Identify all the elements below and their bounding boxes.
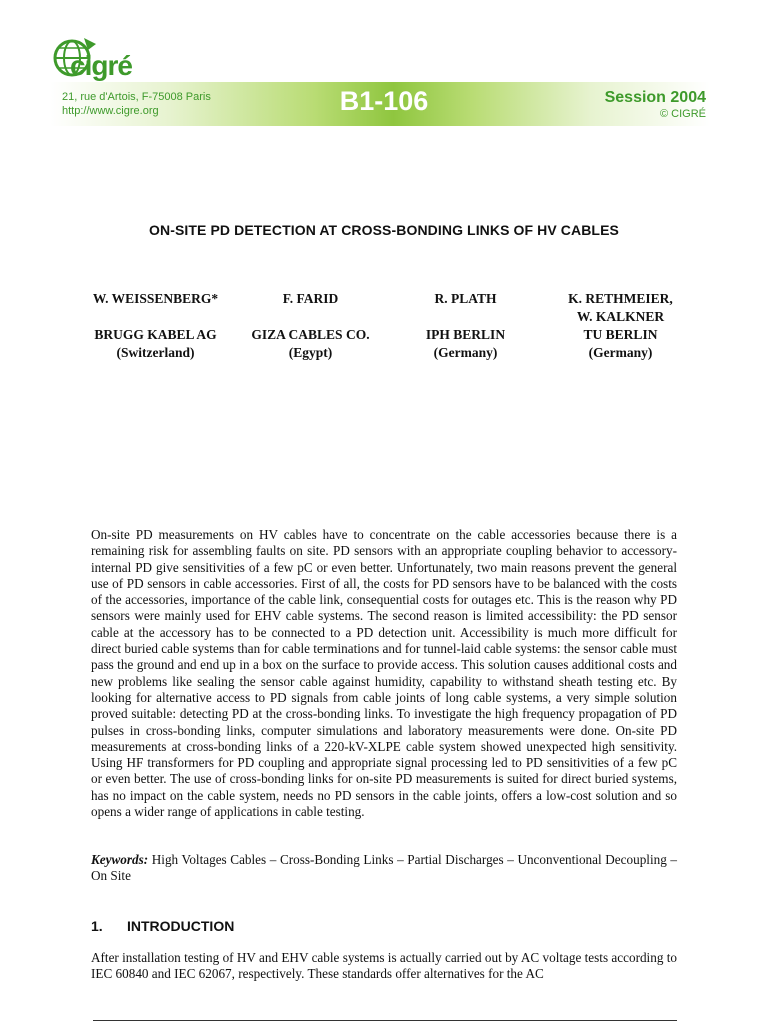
author-name [543, 290, 698, 326]
author-block [543, 290, 698, 362]
author-organization: GIZA CABLES CO. [251, 327, 370, 342]
session-label: Session 2004 [604, 89, 706, 106]
introduction-paragraph: After installation testing of HV and EHV cable systems is actually carried out by AC voltage tests according to IEC 60840 and IEC 62067, respectively. These standards offer alternatives for the AC [91, 950, 677, 982]
author-name-line: K. RETHMEIER, [568, 291, 673, 306]
author-block [233, 290, 388, 362]
author-name [78, 290, 233, 326]
keywords-text: High Voltages Cables – Cross-Bonding Links – Partial Discharges – Unconventional Decoupling – On Site [91, 852, 677, 884]
author-name [388, 290, 543, 326]
session-block [605, 88, 706, 121]
paper-code: B1-106 [339, 86, 429, 116]
author-name [233, 290, 388, 326]
author-organization: IPH BERLIN [425, 327, 506, 342]
authors-row [78, 290, 698, 362]
section-number: 1. [91, 918, 103, 934]
author-block [78, 290, 233, 362]
section-title: INTRODUCTION [127, 918, 235, 934]
author-country: (Egypt) [288, 345, 333, 360]
author-country: (Germany) [433, 345, 498, 360]
website-link[interactable]: http://www.cigre.org [62, 105, 159, 117]
author-organization: TU BERLIN [583, 327, 658, 342]
section-heading [91, 918, 234, 934]
author-country: (Germany) [588, 345, 653, 360]
keywords-label: Keywords: [91, 852, 149, 867]
keywords-paragraph [91, 852, 677, 885]
footer-divider [93, 1020, 677, 1021]
abstract-paragraph: On-site PD measurements on HV cables have to concentrate on the cable accessories because there is a remaining risk for assembling faults on site. PD sensors with an appropriate coupling behavior to accessory-internal PD give sensitivities of a few pC or even better. Unfortunately, two main reasons prevent the general use of PD sensors in cable accessories. First of all, the costs for PD sensors have to be balanced with the costs of the accessories, importance of the cable link, consequential costs for outages etc. This is the reason why PD sensors were mainly used for EHV cable systems. The second reason is limited accessibility: the PD sensor cable at the accessory has to be connected to a PD detection unit. Accessibility is much more difficult for direct buried cable systems than for cable terminations and for tunnel-laid cable systems: the sensor cable must pass the ground and end up in a box on the surface to provide access. This solution causes additional costs and new problems like sealing the sensor cable against humidity, capability to withstand sheath testing etc. By looking for alternative access to PD signals from cable joints of long cable systems, a very simple solution proved suitable: detecting PD at the cross-bonding links. To investigate the high frequency propagation of PD pulses in cross-bonding links, computer simulations and laboratory measurements were done. On-site PD measurements at cross-bonding links of a 220-kV-XLPE cable system showed unexpected high sensitivity. Using HF transformers for PD coupling and appropriate signal processing led to PD sensitivities of a few pC or even better. The use of cross-bonding links for on-site PD measurements is suited for direct buried systems, has no impact on the cable system, needs no PD sensors in the cable joints, offers a low-cost solution and so opens a wider range of applications in cable testing. [91, 527, 677, 820]
author-name-line: F. FARID [282, 291, 339, 306]
author-name-line: R. PLATH [434, 291, 497, 306]
cigre-wordmark: cigré [70, 50, 132, 81]
author-organization: BRUGG KABEL AG [94, 327, 217, 342]
author-country: (Switzerland) [116, 345, 195, 360]
author-block [388, 290, 543, 362]
author-name-line: W. WEISSENBERG* [92, 291, 219, 306]
paper-title: ON-SITE PD DETECTION AT CROSS-BONDING LINKS OF HV CABLES [149, 222, 619, 238]
address-line: 21, rue d'Artois, F-75008 Paris [62, 91, 211, 103]
author-name-line: W. KALKNER [576, 309, 665, 324]
copyright-label: © CIGRÉ [660, 108, 706, 120]
